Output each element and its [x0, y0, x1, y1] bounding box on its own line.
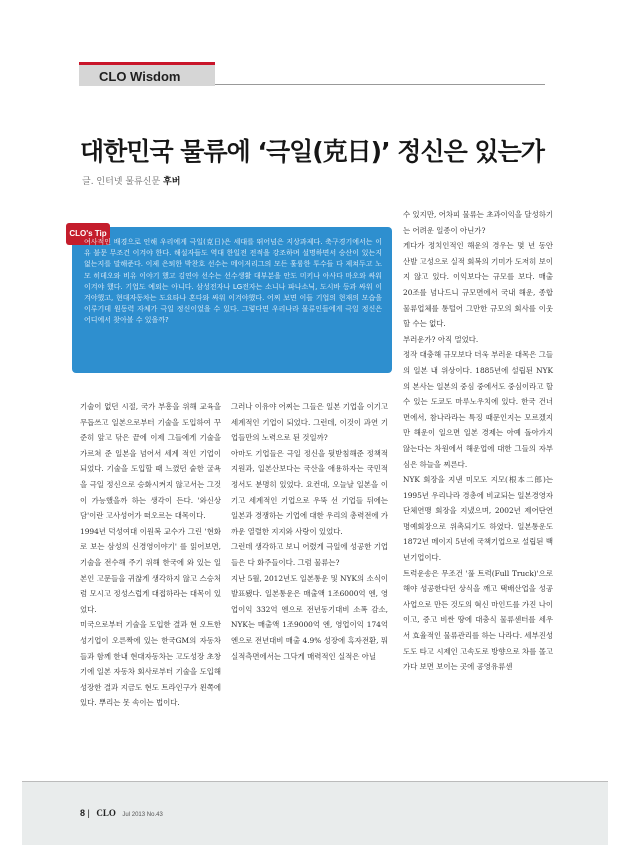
issue-info: Jul 2013 No.43	[122, 812, 163, 818]
paragraph: 1994년 덕성여대 이원복 교수가 그린 '현화로 보는 삼성의 신경영이야기' 를 읽어보면, 기술을 전수해 주기 위해 한국에 와 있는 일본인 고문들을 귀찮게 생각하지 않고 스승처럼 모시고 정성스럽게 대접하라는 대목이 있었다.	[80, 526, 221, 614]
body-column-middle	[231, 399, 388, 664]
header-rule	[215, 84, 545, 85]
footer-rule	[22, 781, 608, 782]
section-label: CLO Wisdom	[79, 62, 215, 86]
paragraph: 그러나 이유야 어찌는 그들은 일본 기업을 이기고 세계적인 기업이 되었다. 그런데, 이것이 과연 기업들만의 노력으로 된 것일까?	[231, 402, 388, 443]
clo-tip-box	[69, 227, 392, 373]
paragraph: 부러운가? 아직 멀었다.	[403, 334, 479, 344]
paragraph: 미국으로부터 기술을 도입한 결과 현 오트한성기업이 오른짝에 있는 한국GM의 자동차들과 함께 한내 현대자동차는 고도성장 초창기에 일본 자동차 회사로부터 기술을 도입해 성장한 결과 지금도 현도 트라인구가 왼쪽에 있다. 뿌리는 못 속이는 법이다.	[80, 620, 221, 708]
paragraph: 기술이 없던 시절, 국가 부흥을 위해 교육을 무듭쓰고 일본으로부터 기술을 도입하여 꾸준히 앞고 닦은 끝에 이제 그들에게 기술을 가르쳐 준 일본을 넘어서 세계 적인 기업이 되었다. 기술을 도입할 때 느꼈던 숱한 굴욕을 극일 정신으로 승화시켜지 않고서는 그것이 가능했을까 하는 생각이 든다. '와신상담'이란 고사성어가 떠오르는 대목이다.	[80, 402, 221, 521]
paragraph: 트럭운송은 무조건 '풀 트럭(Full Truck)'으로 해야 성공한다던 상식을 깨고 택배산업을 성공사업으로 만든 것도의 혁신 마인드를 가진 나이이고, 증고 비싼 땅에 대충식 물류센터를 세우서 효율적인 물류관리를 하는 나라다. 세부진성도도 타고 시제인 고속도로 방향으로 차를 몰고 가다 보면 보이는 곳에 공영유류센	[403, 568, 553, 672]
paragraph: 게다가 정치인적인 해운의 경우는 몇 년 동안 산발 고성으로 실적 회복의 기미가 도저히 보이지 않고 있다. 이익보다는 규모를 보다. 매출 20조를 넘나드니 규모면에서 국내 해운, 종합물류업체를 통털어 그만한 규모의 회사를 이웃할 수는 없다.	[403, 241, 553, 329]
byline	[82, 174, 180, 187]
body-column-left	[80, 399, 221, 711]
byline-author: 후버	[163, 177, 181, 187]
clo-tip-badge: CLO's Tip	[66, 223, 110, 245]
paragraph: 지난 5월, 2012년도 일본통운 및 NYK의 소식이 발표됐다. 일본통운은 매출액 1조6000억 엔, 영업이익 332억 엔으로 전년동기대비 소폭 감소, NYK는 매출액 1조9000억 엔, 영업이익 174억 엔으로 전년대비 매출 4.9% 성장에 흑자전환, 뭐 실적측면에서는 그닥게 매력적인 실적은 아닐	[231, 573, 388, 661]
paragraph: 수 있지만, 어차피 물류는 초과이익을 달성하기는 어려운 일종이 아닌가?	[403, 210, 553, 235]
page-folio	[80, 808, 163, 818]
paragraph: 그런데 생각하고 보니 어렸게 극일에 성공한 기업들은 다 화주들이다. 그럼 물류는?	[231, 542, 388, 567]
folio-separator: |	[87, 808, 90, 818]
byline-prefix: 글. 인터넷 물류신문	[82, 177, 163, 187]
paragraph: 정작 대충해 규모보다 더욱 부러운 대목은 그들의 일본 내 위상이다. 1885년에 설립된 NYK의 본사는 일본의 중심 중에서도 중심이라고 할 수 있는 도쿄도 마루노우치에 있다. 한국 건너면에서, 참나라라는 특징 때문인지는 모르겠지만 해운이 일으면 일본 경제는 아예 돌아가지 않는다는 차원에서 해운업에 대한 그들의 자부심은 하늘을 찌른다.	[403, 350, 553, 469]
body-column-right	[403, 207, 553, 675]
magazine-brand: CLO	[96, 808, 116, 818]
clo-tip-text: 여사적인 배경으로 인해 우리에게 극일(克日)은 세대를 뛰어넘은 지상과제다. 축구경기에서는 이유 불문 무조건 이겨야 한다. 해설자들도 역대 한일전 전적을 강조하며 설명하면서 승산이 있는지 없는지를 말해준다. 이제 은퇴한 박찬호 선수는 메이저리그의 모든 훌륭한 투수들 다 제쳐두고 노모 히데오와 비유 이야기 했고 김연아 선수는 선수생활 대부분을 안도 미키나 아사다 마오와 싸워 이겨야 했다. 기업도 예외는 아니다. 삼성전자나 LG전자는 소니나 파나소닉, 도시바 등과 싸워 이겨야했고, 현대자동차는 도요타나 혼다와 싸워 이겨야했다. 어찌 보면 이들 기업의 현재의 모습을 이루기데 원동력 자체가 극일 정신이었을 수 있다. 그렇다면 우리나라 물류인들에게 극일 정신은 어디에서 찾아볼 수 있을까?	[84, 238, 382, 325]
page-number: 8	[80, 808, 86, 818]
paragraph: 아마도 기업들은 극일 정신을 뒷받침해준 정책적 지원과, 일본산보다는 국산을 애용하자는 국민적 정서도 분명히 있었다. 요컨대, 오늘날 일본을 이기고 세계적인 기업으로 우뚝 선 기업들 뒤에는 일본과 경쟁하는 기업에 대한 우리의 총력전에 가까운 열렬한 지지와 사랑이 있었다.	[231, 448, 388, 536]
article-headline: 대한민국 물류에 ‘극일(克日)’ 정신은 있는가	[80, 137, 544, 166]
paragraph: NYK 회장을 지낸 미모도 지모(根本二郎)는 1995년 우리나라 경총에 비교되는 일본경영자단체연맹 회장을 지냈으며, 2002년 제어단연 명예회장으로 위촉되기도 하였다. 일본통운도 1872년 메이지 5년에 국책기업으로 설립된 백년기업이다.	[403, 475, 553, 563]
